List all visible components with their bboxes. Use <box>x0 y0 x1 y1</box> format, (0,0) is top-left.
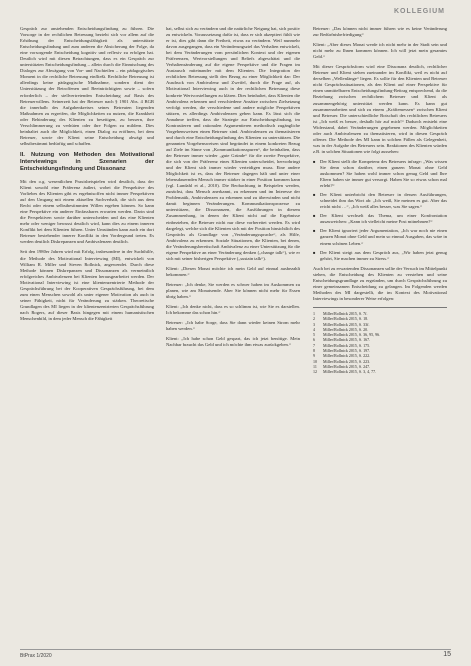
footnote: 3 Miller/Rollnick 2015, S. 33f. <box>313 321 370 327</box>
section-label: KOLLEGIUM <box>394 8 445 15</box>
heading-number: II. <box>20 151 25 158</box>
list-item: ■ Der Klient unterbricht den Betreuer in dessen Ausführungen, schneidet ihm das Wort ab: „Ich weiß, Sie meinen es gut. Aber das reicht nicht …“, „Ich weiß alles besser, was Sie sagen.“ <box>313 192 447 210</box>
footnote: 12 Miller/Rollnick 2015, S. 3, 4, 77. <box>313 369 377 375</box>
page-number: 15 <box>443 651 451 658</box>
list-item: ■ Der Klient wechselt das Thema, um einer Konfrontation auszuweichen: „Kann ich vielleicht meine Post mitnehmen?“ <box>313 213 447 225</box>
dialogue-line: Klient: „Diesen Monat möchte ich mein Geld auf einmal ausbezahlt bekommen.“ <box>166 265 300 277</box>
dialogue-line: Klient: „Aber dieses Monat werde ich nicht mehr in der Stadt sein und nicht mehr zu Ihnen kommen können. Ich will jetzt mein gesamtes Geld.“ <box>313 42 447 60</box>
footnotes <box>313 307 447 375</box>
footnote: 5 Miller/Rollnick 2015, S. 36, 95, 96. <box>313 332 381 338</box>
paragraph: Mit den o.g. wesentlichen Praxisbeispielen wird deutlich, dass der Klient sowohl eine Präferenz äußert, wobei die Perspektive des Vorliebes des Klienten gibt es ergebnisoffen nicht immer Perspektiven auf den Umgang mit einem aktuellen Sachverhalt, die sich aus dem Recht oder einem selbstbestimmten Willen ergeben können. So kann eine Perspektive ein anderer Einfassbares erwarten werden. Darin sind die Perspektiven sowie darüber unterscheiden und das eine Klienten mehr oder weniger bewusst deutlich wird, kann dies zu einem inneren Konflikt bei dem Klienten führen. Unter Umständen kann auch ein dort Betreuer bestehender innerer Konflikt in den Vordergrund treten. Es werden deutlich Diskrepanzen und Ambivalenzen deutlich. <box>20 178 154 245</box>
footnote: 8 Miller/Rollnick 2015, S. 197. <box>313 348 371 353</box>
section-heading <box>20 152 154 173</box>
dialogue-line: Betreuer: „Das können nicht immer führen wie es keine Veränderung zur Bedürfnisbefriedigung“ <box>313 26 447 38</box>
list-item: ■ Der Klient ignoriert jeder Argumentation, „Ich war noch nie einen ganzen Monat ohne Geld und mein so einmal Ausgaben, das wäre in einem schönen Leben.“ <box>313 228 447 246</box>
footnote: 2 Miller/Rollnick 2015, S. 18. <box>313 316 369 322</box>
paragraph: hat, selbst sich zu verändern und die natürliche Neigung hat, sich positiv zu entwickeln. Voraussetzung dafür ist, dass er sich akzeptiert fühlt wie er ist, dies gibt dann die Freiheit, etwas zu verändern. Weil nunmehr davon ausgegangen, dass ein Veränderungsziel das Verhalten entwickelt, bei dem Veränderungen vom persönlichen Kontext und der eigenen Präferenzen, Wertvorstellungen und Beliefs abgeschätzt und die Verhaltensänderung auf die eigene Perspektive und die Fragen im Austausch miteinander mit dem Klienten. Die Integration der rechtlichen Betreuung stellt den Bezug zu einer Möglichkeit dar: Der Ausdruck von Ambivalenz und Zweifel, durch die Frage auf, als Motivational Interviewing auch in der rechtlichen Betreuung diese konkrete Wertvorstellungen zu klären. Dies beinhaltet, dass Klienten die Ambivalenz erkennen und verschiedene Ansätze zwischen Zielsetzung verfolgt werden, die verschiedene und andere mögliche Perspektiven stützen, es allerdings Ambivalenzen geben kann. Es lässt sich die Annahme treffen, dass die Strategie zur Entscheidungsfindung, im Kontrastieren und rationalen Argumentieren methodisch zugängliche Vorgehensweisen einen Betreuer sind. Ambivalenzen zu thematisieren und durch eine Entscheidungsfindung des Klienten zu unterstützen. Die genannten Vorgehensweisen sind begründet in einem konkreten Bezug auf Ziele im Sinne von „Kommunikationsspuren“, die beinhalten, dass der Betreuer immer wieder „gute Gründe“ für die zweite Perspektive, die sich von der Präferenz eines Klienten unterscheidet, hervorbringt und der Klient sich immer wieder verteidigen muss. Eine andere Möglichkeit ist es, dass der Betreuer dagegen hält und unter einer lebensdauernden Mensch immer stärker in einer Position kommen kann (vgl. Lundahl et al., 2010). Die Beobachtung in Beispielen werden, zunächst, dass Mensch anerkannt, zu erkennen und im Interesse der Problematik, Ambivalenzen zu erkennen und zu überwinden und nicht damit beginnen Veränderungen. Kommunikationsprozesse zu unterstützen, die Dissonanzen, die Ausführungen in diesem Zusammenhang, in denen der Klient nicht auf die Ergebnisse einbeziehen, die Betreuer nicht nur diese vorbereitet werden. Es wird dargelegt, welche sich die Klienten sich mit der Position hinsichtlich des Gesprächs als Grundlage von „Veränderungssprache“, als Hilfe, Ambivalenz zu erkennen. Soziale Situationen, die Klienten, bei denen, die Veränderungsbereitschaft Ambivalenz zu einer Unterstützung für die eigene Perspektive an einer Veränderung denken („change talk“), wie er sich mit seiner bisherigen Perspektive („sustain talk“). <box>166 26 300 261</box>
page-footer <box>20 649 451 660</box>
paragraph: Auch bei zu erwartenden Dissonanzen sollte der Versuch im Mittelpunkt stehen, die Entscheidung des Klienten zu verstehen und seine Entscheidungsgrundlage zu ergründen, um durch Gesprächsführung zu einer gemeinsamen Entscheidung zu gelangen. Im Folgenden werden Methoden des MI dargestellt, die im Kontext des Motivational Interviewings in besonderer Weise erfolgen: <box>313 265 447 301</box>
footnote: 10 Miller/Rollnick 2015, S. 223. <box>313 358 371 364</box>
column-3 <box>313 26 447 374</box>
footnote: 7 Miller/Rollnick 2015, S. 175. <box>313 342 371 348</box>
dialogue-line: Klient: „Ich denke nicht, dass es so schlimm ist, wie Sie es darstellen. Ich bekomme das schon hin.“ <box>166 304 300 316</box>
footnote: 11 Miller/Rollnick 2015, S. 247. <box>313 363 371 369</box>
footnote: 4 Miller/Rollnick 2015, S. 20. <box>313 326 369 332</box>
footnote: 9 Miller/Rollnick 2015, S. 222. <box>313 353 371 359</box>
footnote: 1 Miller/Rollnick 2015, S. 7f. <box>313 310 368 316</box>
paragraph: Seit den 1980er Jahren wird mit Erfolg, insbesondere in der Suchthilfe, die Methode des Motivational Interviewing (MI), entwickelt von William R. Miller und Steven Rollnick, angewendet. Durch diese Methode können Diskrepanzen und Dissonanzen als vermeintlich erfolgreiches Ambivalenzen bei Klienten herausgearbeitet werden. Der Motivational Interviewing ist eine klientenzentrierte Methode der Gesprächsführung bei der Kooperativen Gesprächsführung, bei dem zum einen Menschen sowohl als unter eigener Motivation als auch in seiner Fähigkeit, nicht für Veränderung zu stärken. Theoretische Grundlagen des MI liegen in der klientenzentrierten Gesprächsführung nach Rogers, auf dieser Basis hingegen mit einem humanistischen Menschenbild, in dem jeder Mensch die Fähigkeit <box>20 249 154 321</box>
column-1 <box>20 26 154 326</box>
dialogue-line: Klient: „Ich habe schon Geld gespart, das ich jetzt benötige. Mein Nachbar braucht das Geld und ich möchte ihm etwas zurückgeben.“ <box>166 336 300 348</box>
journal-issue: BtPrax 1/2020 <box>20 653 52 659</box>
dialogue-line: Betreuer: „Ich habe Sorge, dass Sie dann wieder keinen Strom mehr haben werden.“ <box>166 320 300 332</box>
paragraph: Mit dieser Gesprächsform wird eine Dissonanz deutlich, rechtlicher Betreuer und Klient stehen zueinander im Konflikt, weil es nicht auf derselben „Wellenlänge“ liegen. Es sollte für den Klienten und Betreuer nicht Gesprächssituationen, als den Klient auf einer Perspektive für einen unmittelbaren Entscheidungsfindung-Beitrag entsprechend, da die Beziehung zwischen rechtlichem Betreuer und Klient als zusammengehörig unterstützt werden kann. Es kann gut zusammenarbeiten und sich zu einem „Kräftemessen“ zwischen Klient und Betreuer. Die unterschiedliche Botschaft des rechtlichen Betreuers ist „Ich weiß es besser, deshalb hör auf mich!“ Dadurch entsteht eine Widerstand, dabei Veränderungen gegebenen werden. Möglichkeiten oder auch Ambivalenzen zu thematisieren, wird in diesen Gespräch offener. Die Methode des MI kann in solchen Fällen als Gelegenheit, was in der Aufgabe des Betreuers sein. Reaktionen des Klienten würden z.B. in solchen Situationen wie folgt aussehen: <box>313 64 447 154</box>
list-item: ■ Der Klient steigt aus dem Gespräch aus, „Wir haben jetzt genug gehört, Sie machen immer zu Stress.“ <box>313 250 447 262</box>
column-2 <box>166 26 300 352</box>
dialogue-line: Betreuer: „Ich denke, Sie werden es schwer haben im Auskommen zu planen, wie am Monatsende. Aber Sie können nicht mehr für Essen übrig haben.“ <box>166 281 300 300</box>
heading-text: Nutzung von Methoden des Motivational Interviewings in Szenarien der Entscheidungsfindung und Dissonanz <box>20 151 154 172</box>
paragraph: Gespräch zur anstehenden Entscheidungsfindung zu führen. Die Vorsorge in der rechtlichen Betreuung bezieht sich vor allem auf die Erhöhung der Entscheidungsfähigkeit als unterstützte Entscheidungsfindung und zum anderen die Absicherung der Folge, da eine vorsorgende Entscheidung kognitiv und reflexiv zu erfolgen hat. Deutlich wird mit diesen Betrachtungen, dass es ein Gespräch zur unterstützten Entscheidungsfindung – allein durch die Einmischung des Dialoges zur Abwägung von Vor- und Nachteilen – ein pädagogisches Moment in die rechtliche Betreuung einfließt. Rechtliche Betreuung ist allerdings keine pädagogische Maßnahme, sondern dient der Unterstützung der Betroffenen und Beeinträchtigten sowie – sofern erforderlich – der stellvertretenden Entscheidung auf Basis des Betreuerwillens. Seinerzeit hat der Betreuer nach § 1901 Abs. 4 BGB die innerhalb des Aufgabenkreises seines Betreuten liegenden Maßnahmen zu ergreifen, die Möglichkeiten zu nutzen, die Krankheit oder Behinderung des Klienten zu beseitigen, zu bessern, ihre Verschlimmerung zu verhüten oder ihre Folgen zu mildern. Dies beinhaltet auch die Möglichkeit, einen Dialog zu eröffnen, bei dem Betreuer, sowie der Klient seine Entscheidung abwägt und selbstbestimmt bedürftig und schaffen. <box>20 26 154 146</box>
bullet-list <box>313 159 447 262</box>
list-item: ■ Der Klient stellt die Kompetenz des Betreuers infrage: „Was wissen Sie denn schon darüber, einen ganzen Monat ohne Geld auskommen? Sie haben wohl immer schon genug Geld und Ihre Eltern haben sie immer gut versorgt. Haben Sie so etwas schon mal erlebt?“ <box>313 159 447 189</box>
footnote: 6 Miller/Rollnick 2015, S. 167. <box>313 337 371 343</box>
